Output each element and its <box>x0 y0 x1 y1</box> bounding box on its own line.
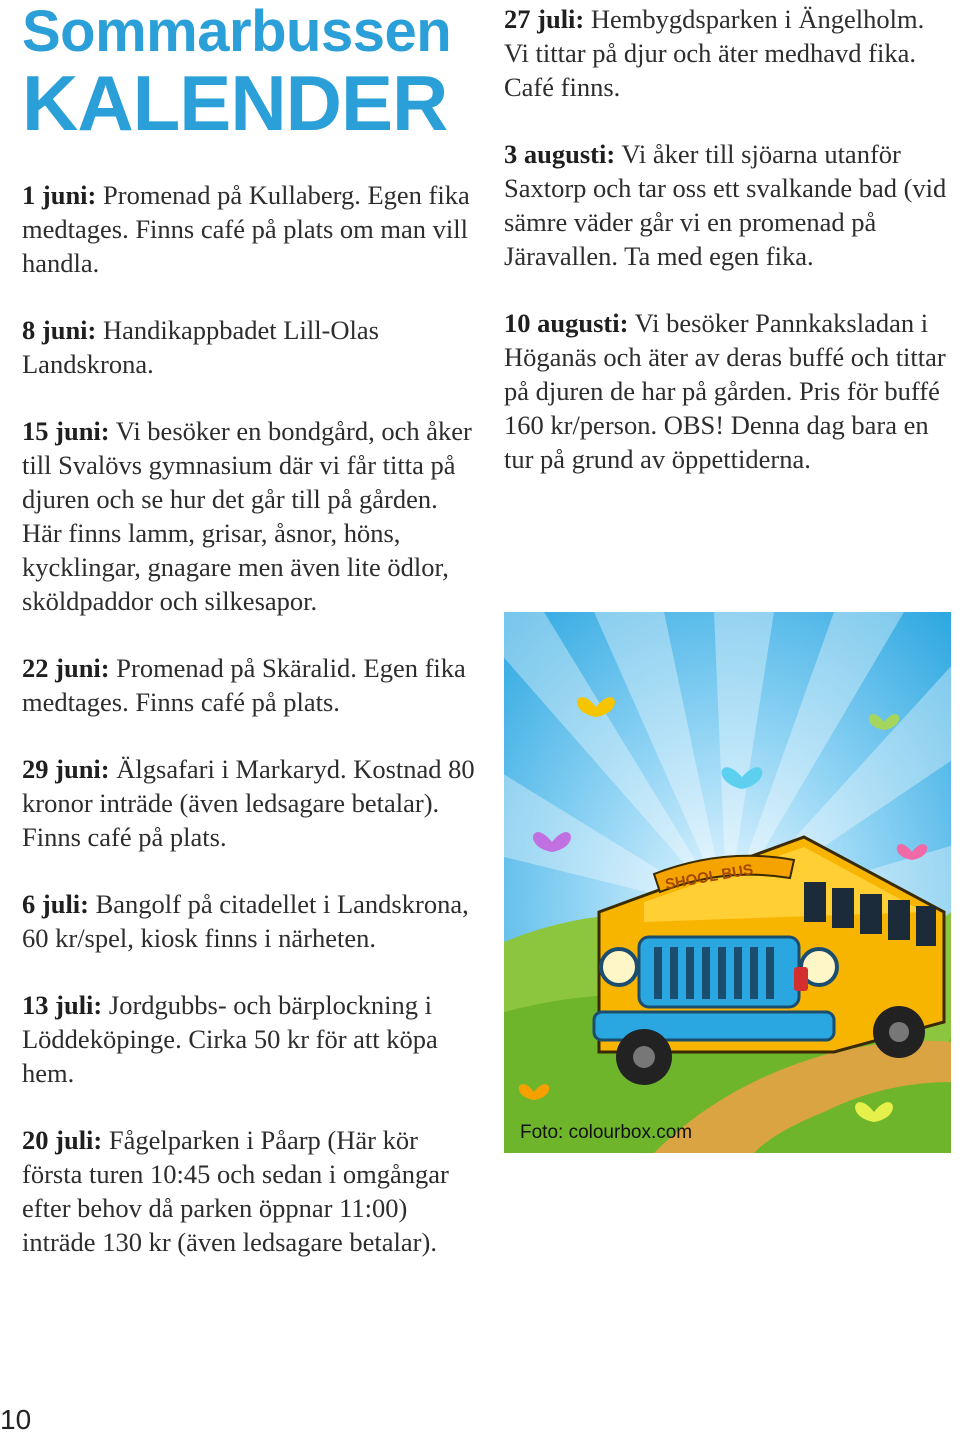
entry-date: 3 augusti: <box>504 139 616 169</box>
entry-date: 13 juli: <box>22 990 103 1020</box>
calendar-entry <box>22 178 482 280</box>
left-column <box>22 178 482 1292</box>
calendar-entry <box>22 414 482 618</box>
entry-text: Bangolf på citadellet i Landskrona, 60 kr/spel, kiosk finns i närheten. <box>22 889 469 953</box>
calendar-entry <box>22 752 482 854</box>
school-bus-illustration <box>504 612 951 1153</box>
entry-date: 10 augusti: <box>504 308 629 338</box>
calendar-entry <box>22 313 482 381</box>
entry-date: 20 juli: <box>22 1125 103 1155</box>
entry-text: Vi åker till sjöarna utanför Saxtorp och tar oss ett svalkande bad (vid sämre väder går vi en promenad på Järavallen. Ta med egen fika. <box>504 139 947 271</box>
photo-credit: Foto: colourbox.com <box>520 1122 693 1143</box>
entry-date: 29 juni: <box>22 754 110 784</box>
calendar-entry <box>504 2 952 104</box>
page-number: 10 <box>0 1404 32 1435</box>
entry-text: Vi besöker en bondgård, och åker till Svalövs gymnasium där vi får titta på djuren och se hur det går till på gården. Här finns lamm, grisar, åsnor, höns, kycklingar, gnagare men även lite ödlor, sköldpaddor och silkesapor. <box>22 416 472 616</box>
bus-sign: SHOOL BUS <box>663 861 755 894</box>
calendar-entry <box>22 988 482 1090</box>
calendar-entry <box>504 137 952 273</box>
entry-date: 22 juni: <box>22 653 110 683</box>
calendar-entry <box>22 651 482 719</box>
calendar-entry <box>504 306 952 476</box>
entry-text: Promenad på Kullaberg. Egen fika medtages. Finns café på plats om man vill handla. <box>22 180 470 278</box>
entry-text: Promenad på Skäralid. Egen fika medtages. Finns café på plats. <box>22 653 466 717</box>
right-column <box>504 2 952 509</box>
entry-text: Hembygdsparken i Ängelholm. Vi tittar på djur och äter medhavd fika. Café finns. <box>504 4 925 102</box>
calendar-entry <box>22 887 482 955</box>
page-title-line-1: Sommarbussen <box>22 0 452 64</box>
entry-date: 15 juni: <box>22 416 110 446</box>
entry-date: 6 juli: <box>22 889 89 919</box>
entry-text: Älgsafari i Markaryd. Kostnad 80 kronor inträde (även ledsagare betalar). Finns café på plats. <box>22 754 475 852</box>
entry-text: Jordgubbs- och bärplockning i Löddeköpinge. Cirka 50 kr för att köpa hem. <box>22 990 438 1088</box>
entry-date: 1 juni: <box>22 180 97 210</box>
entry-date: 27 juli: <box>504 4 585 34</box>
entry-text: Vi besöker Pannkaksladan i Höganäs och äter av deras buffé och tittar på djuren de har på gården. Pris för buffé 160 kr/person. OBS! Denna dag bara en tur på grund av öppettiderna. <box>504 308 946 474</box>
entry-text: Fågelparken i Påarp (Här kör första turen 10:45 och sedan i omgångar efter behov då parken öppnar 11:00) inträde 130 kr (även ledsagare betalar). <box>22 1125 449 1257</box>
entry-date: 8 juni: <box>22 315 97 345</box>
page-title-line-2: KALENDER <box>22 59 448 147</box>
calendar-entry <box>22 1123 482 1259</box>
entry-text: Handikappbadet Lill-Olas Landskrona. <box>22 315 379 379</box>
bus-scene <box>504 612 951 1153</box>
